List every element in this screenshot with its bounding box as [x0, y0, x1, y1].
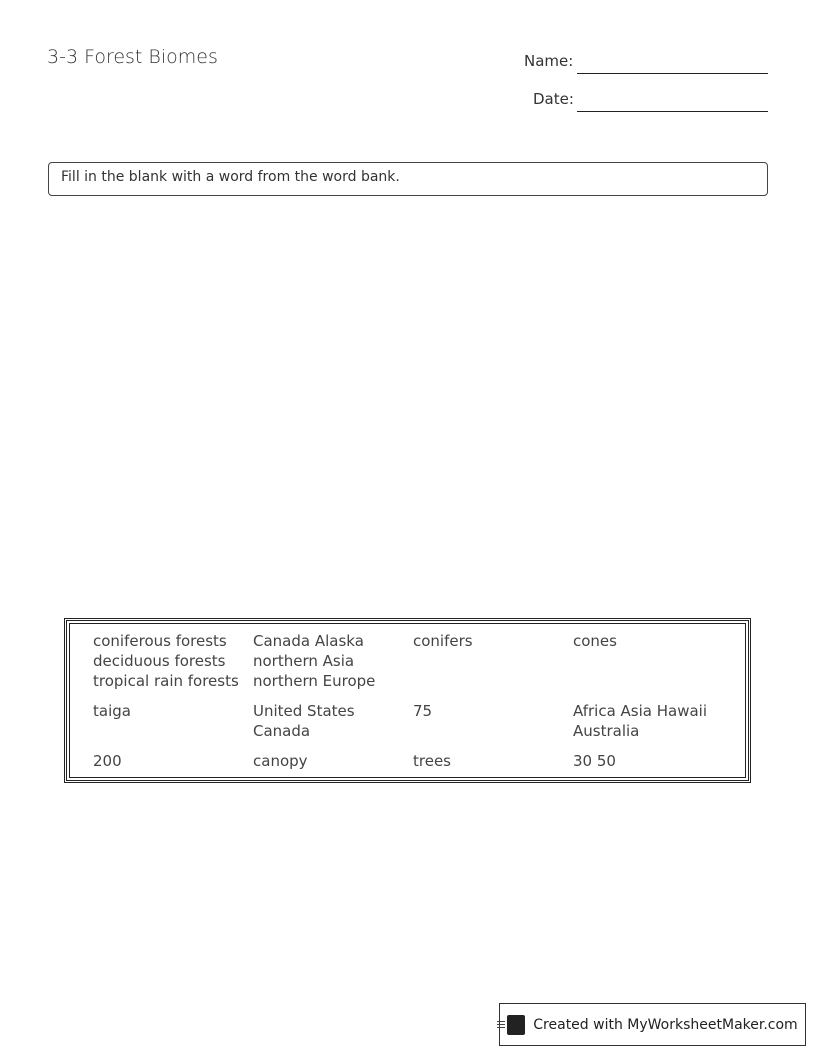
word-bank-entry: Canada Alaska northern Asia northern Europe: [253, 632, 376, 690]
word-bank-entry: conifers: [413, 632, 473, 650]
date-label: Date:: [533, 90, 574, 108]
word-bank: [64, 618, 751, 783]
page-title: 3-3 Forest Biomes: [47, 46, 218, 68]
word-bank-entry: coniferous forests deciduous forests tropical rain forests: [93, 632, 239, 690]
word-bank-entry: 200: [93, 752, 122, 770]
word-bank-entry: 75: [413, 702, 433, 720]
word-bank-entry: trees: [413, 752, 451, 770]
word-bank-entry: United States Canada: [253, 702, 355, 740]
date-field[interactable]: [577, 111, 768, 112]
name-field[interactable]: [577, 73, 768, 74]
instructions-box: Fill in the blank with a word from the word bank.: [48, 162, 768, 196]
footer-text: Created with MyWorksheetMaker.com: [533, 1016, 798, 1033]
word-bank-entry: 30 50: [573, 752, 616, 770]
word-bank-entry: taiga: [93, 702, 131, 720]
name-label: Name:: [524, 52, 574, 70]
word-bank-entry: canopy: [253, 752, 308, 770]
footer-badge: [499, 1003, 806, 1046]
word-bank-entry: cones: [573, 632, 617, 650]
worksheet-logo-icon: [507, 1015, 525, 1035]
word-bank-entry: Africa Asia Hawaii Australia: [573, 702, 708, 740]
